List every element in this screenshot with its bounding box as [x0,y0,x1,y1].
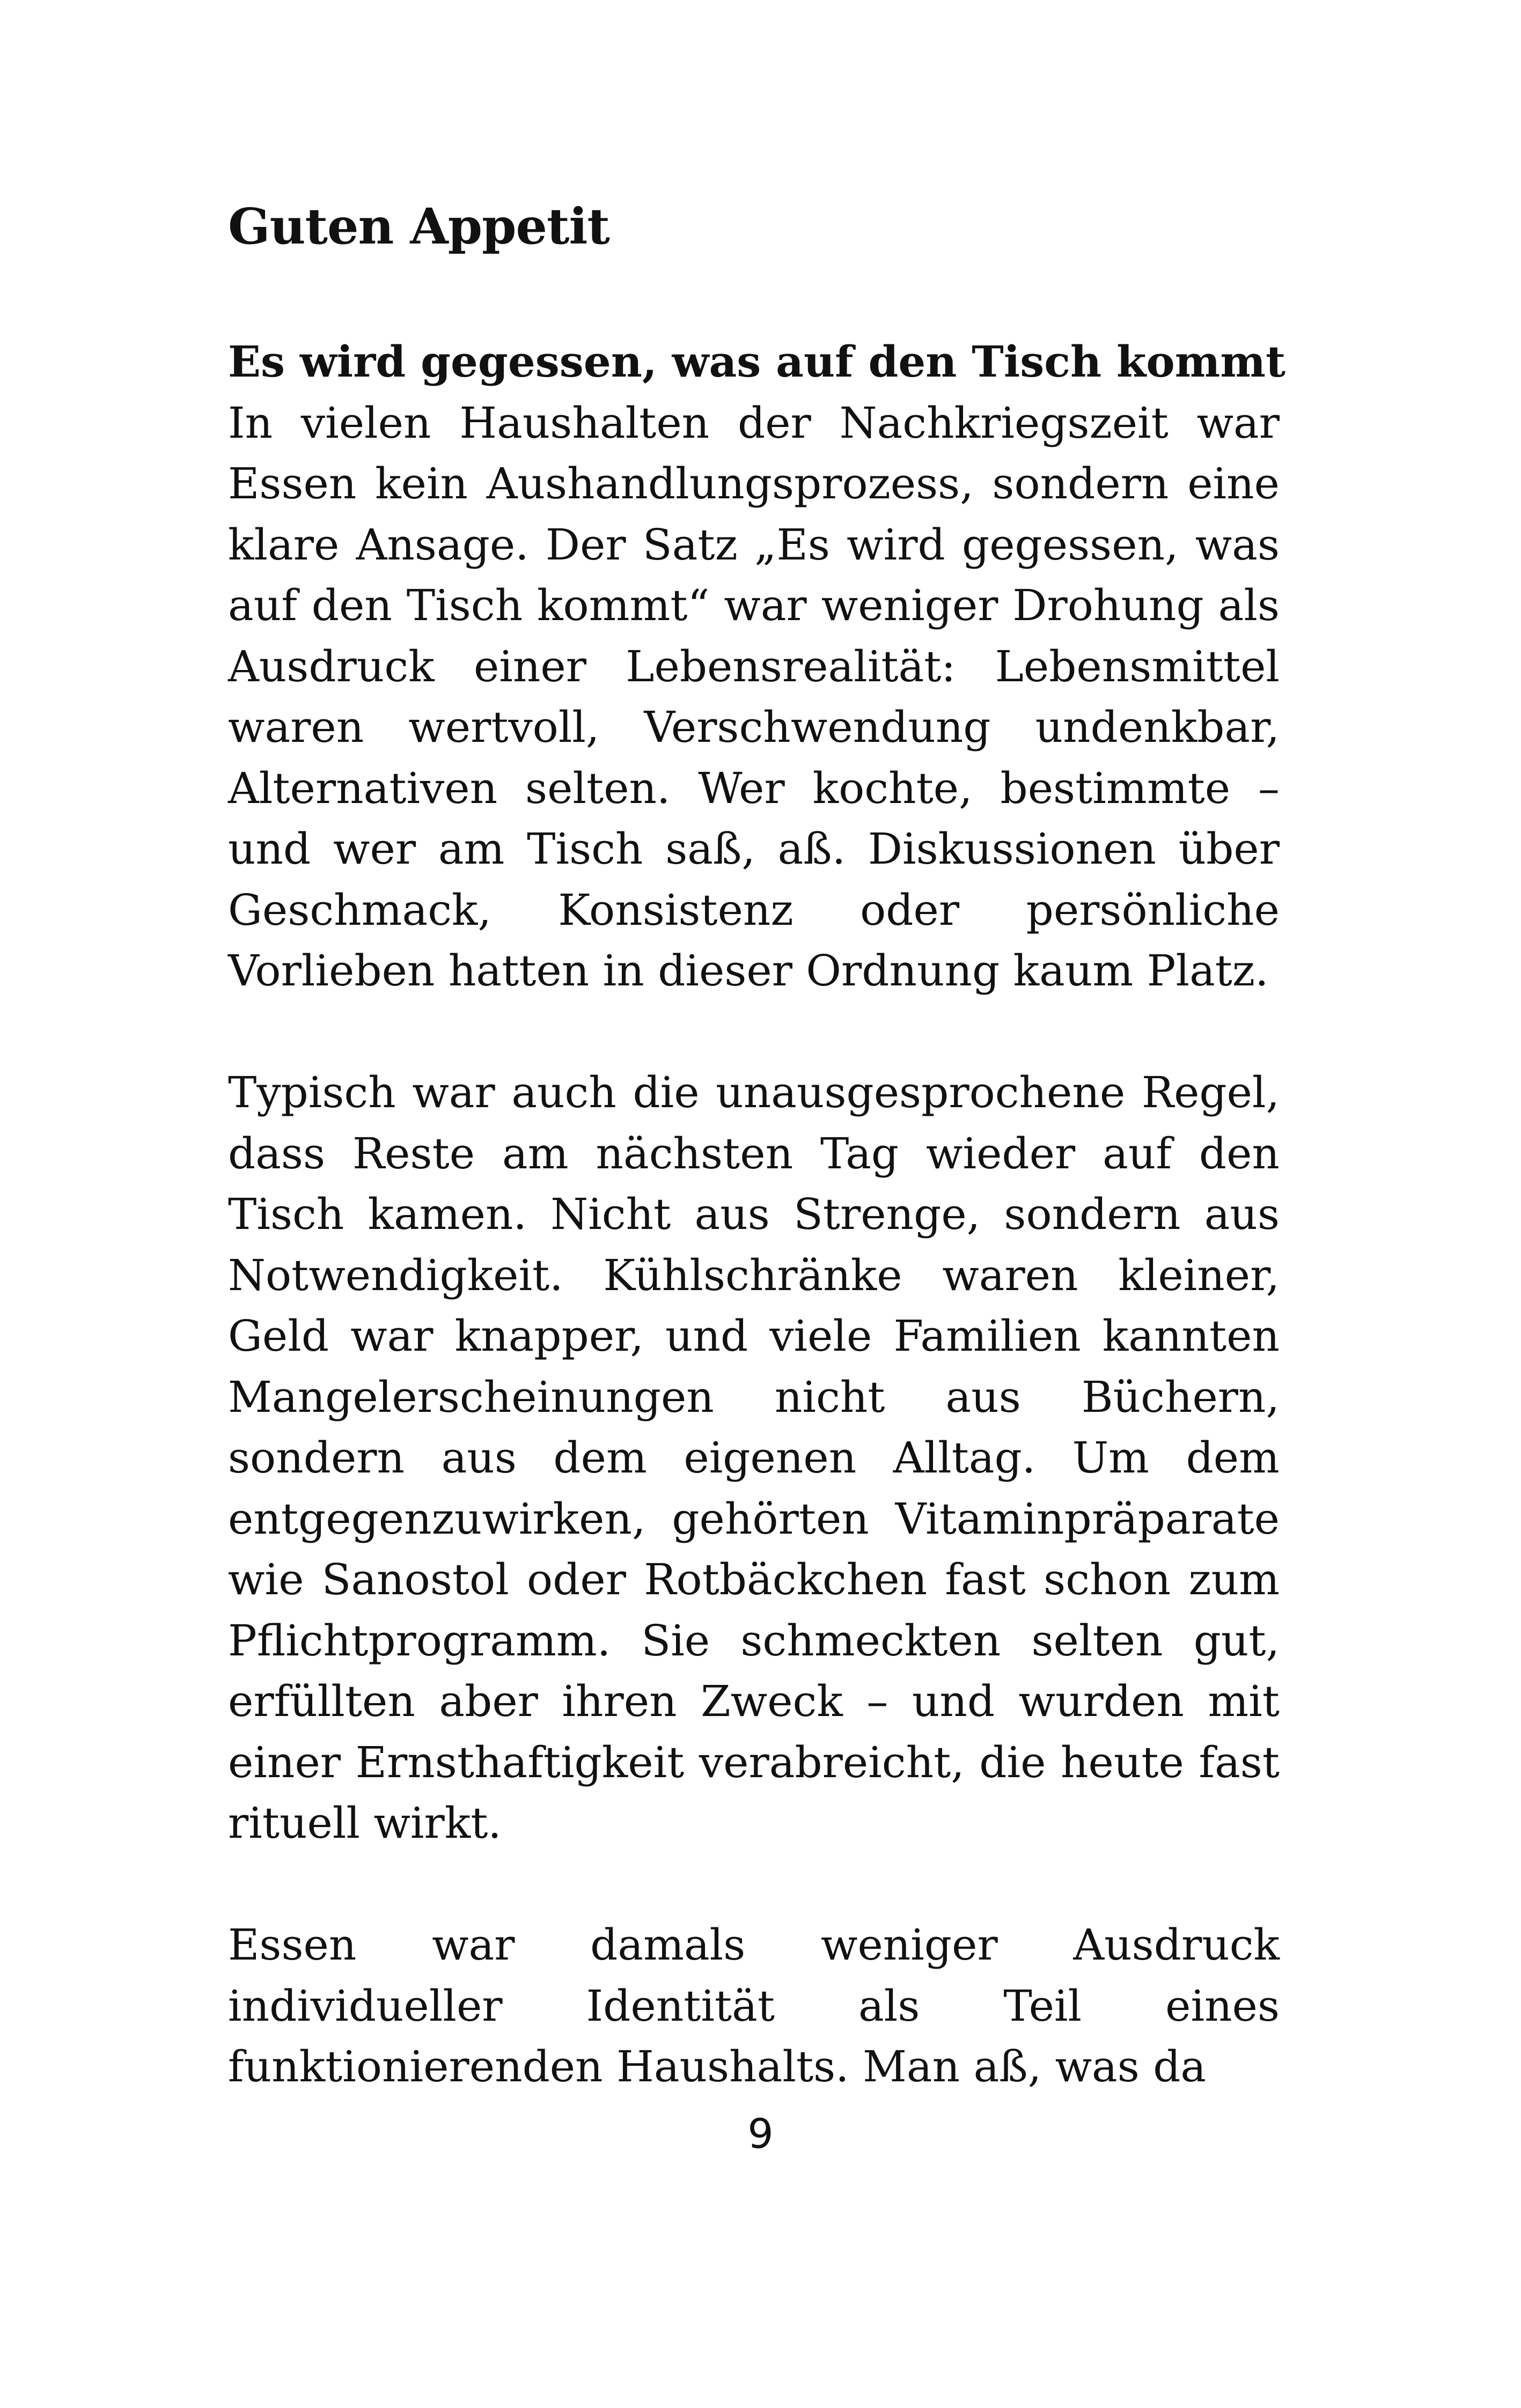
paragraph-3: Essen war damals weniger Ausdruck individueller Identität als Teil eines funktionierenden Haushalts. Man aß, was da [228,1920,1280,2092]
body-text [228,332,1286,2097]
paragraph-2: Typisch war auch die unausgesprochene Regel, dass Reste am nächsten Tag wieder auf den Tisch kamen. Nicht aus Strenge, sondern aus Notwendigkeit. Kühlschränke waren kleiner, Geld war knapper, und viele Familien kannten Mangelerscheinungen nicht aus Büchern, sondern aus dem eigenen Alltag. Um dem entgegenzuwirken, gehörten Vitaminpräparate wie Sanostol oder Rotbäckchen fast schon zum Pflichtprogramm. Sie schmeckten selten gut, erfüllten aber ihren Zweck – und wurden mit einer Ernsthaftigkeit verabreicht, die heute fast rituell wirkt. [228,1067,1280,1848]
page-number: 9 [747,2110,774,2157]
chapter-title: Guten Appetit [228,197,609,255]
section-heading: Es wird gegessen, was auf den Tisch kommt [228,336,1286,387]
paragraph-1: In vielen Haushalten der Nachkriegszeit war Essen kein Aushandlungsprozess, sondern eine klare Ansage. Der Satz „Es wird gegessen, was auf den Tisch kommt“ war weniger Drohung als Ausdruck einer Lebensrealität: Lebensmittel waren wertvoll, Verschwendung undenkbar, Alternativen selten. Wer kochte, bestimmte – und wer am Tisch saß, aß. Diskussionen über Geschmack, Konsistenz oder persönliche Vorlieben hatten in dieser Ordnung kaum Platz. [228,397,1280,996]
